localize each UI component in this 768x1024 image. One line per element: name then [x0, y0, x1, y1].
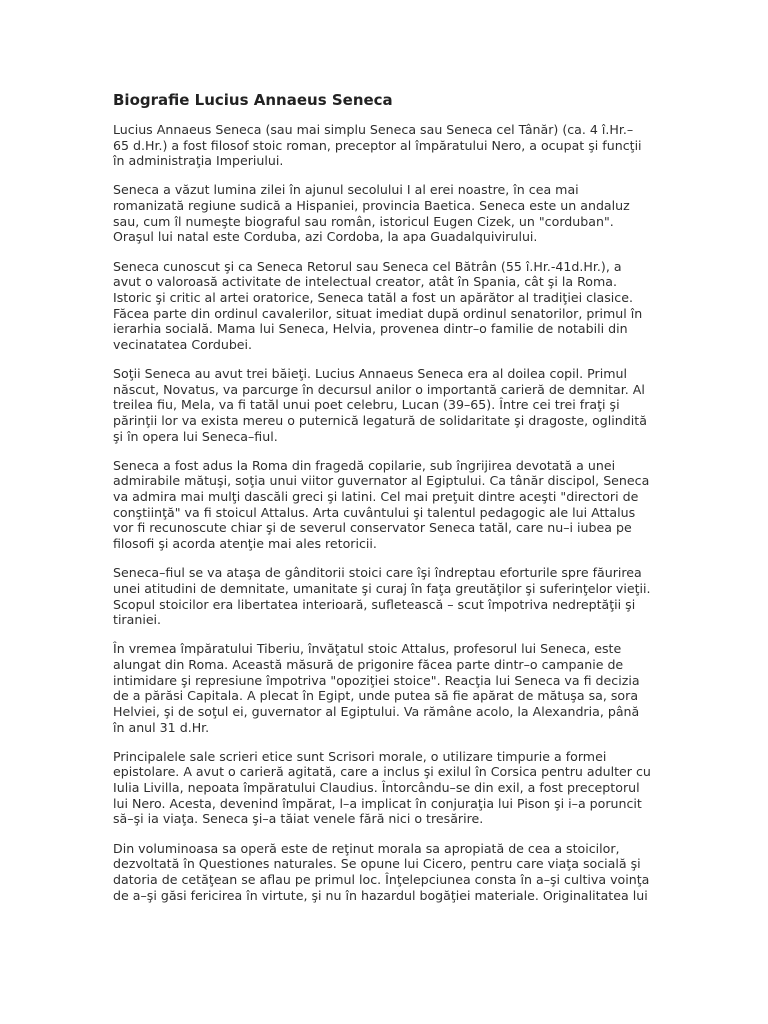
text-line: tiraniei.: [113, 612, 162, 628]
paragraph: [113, 366, 733, 444]
document: [113, 91, 733, 917]
text-line: Seneca–fiul se va ataşa de gânditorii stoici care îşi îndreptau eforturile spre făurirea: [113, 565, 642, 581]
paragraph: [113, 749, 733, 827]
paragraph: [113, 122, 733, 169]
text-line: şi în opera lui Seneca–fiul.: [113, 428, 278, 444]
text-line: Seneca a fost adus la Roma din fragedă copilarie, sub îngrijirea devotată a unei: [113, 457, 616, 473]
text-line: Iulia Livilla, nepoata împăratului Claudius. Întorcându–se din exil, a fost preceptorul: [113, 780, 640, 796]
document-title: Biografie Lucius Annaeus Seneca: [113, 91, 393, 109]
text-line: Lucius Annaeus Seneca (sau mai simplu Seneca sau Seneca cel Tânăr) (ca. 4 î.Hr.–: [113, 122, 634, 137]
text-line: romanizată regiune sudică a Hispaniei, provincia Baetica. Seneca este un andaluz: [113, 198, 630, 214]
text-line: Istoric şi critic al artei oratorice, Seneca tatăl a fost un apărător al tradiţiei clasice.: [113, 289, 633, 305]
text-line: ierarhia socială. Mama lui Seneca, Helvia, provenea dintr–o familie de notabili din: [113, 321, 628, 337]
text-line: vecinatatea Cordubei.: [113, 336, 253, 352]
text-line: lui Nero. Acesta, devenind împărat, l–a implicat în conjuraţia lui Pison şi i–a poruncit: [113, 795, 642, 811]
paragraph: [113, 182, 733, 245]
text-line: Scopul stoicilor era libertatea interioară, sufletească – scut împotriva nedreptăţii şi: [113, 596, 636, 612]
text-line: vor fi recunoscute chiar şi de severul conservator Seneca tatăl, care nu–i iubea pe: [113, 520, 632, 536]
text-line: dezvoltată în Questiones naturales. Se opune lui Cicero, pentru care viaţa socială şi: [113, 856, 641, 872]
text-line: datoria de cetăţean se aflau pe primul loc. Înţelepciunea consta în a–şi cultiva voinţa: [113, 871, 650, 887]
text-line: avut o valoroasă activitate de intelectual creator, atât în Spania, cât şi la Roma.: [113, 274, 617, 290]
text-line: în anul 31 d.Hr.: [113, 719, 210, 735]
text-line: va admira mai mulţi dascăli greci şi latini. Cel mai preţuit dintre aceşti "directori de: [113, 489, 639, 505]
paragraph: [113, 641, 733, 735]
text-line: Helviei, şi de soţul ei, guvernator al Egiptului. Va rămâne acolo, la Alexandria, până: [113, 704, 640, 719]
text-line: părinţii lor va exista mereu o puternică legatură de solidaritate şi dragoste, oglindită: [113, 413, 647, 428]
text-line: Oraşul lui natal este Corduba, azi Cordoba, la apa Guadalquivirului.: [113, 229, 538, 245]
text-line: de a părăsi Capitala. A plecat în Egipt, unde putea să fie apărat de mătuşa sa, sora: [113, 688, 639, 704]
text-line: Principalele sale scrieri etice sunt Scrisori morale, o utilizare timpurie a formei: [113, 748, 607, 764]
text-line: conştiinţă" va fi stoicul Attalus. Arta cuvântului şi talentul pedagogic ale lui Attalus: [113, 504, 636, 520]
paragraph: [113, 458, 733, 552]
paragraph: [113, 259, 733, 353]
text-line: Seneca cunoscut şi ca Seneca Retorul sau Seneca cel Bătrân (55 î.Hr.-41d.Hr.), a: [113, 258, 622, 274]
text-line: sau, cum îl numeşte biograful sau român, istoricul Eugen Cizek, un "corduban".: [113, 213, 614, 229]
text-line: 65 d.Hr.) a fost filosof stoic roman, preceptor al împăratului Nero, a ocupat şi funcţii: [113, 137, 642, 153]
text-line: în administraţia Imperiului.: [113, 153, 284, 169]
text-line: Din voluminoasa sa operă este de reţinut morala sa apropiată de cea a stoicilor,: [113, 840, 620, 856]
text-line: În vremea împăratului Tiberiu, învăţatul stoic Attalus, profesorul lui Seneca, este: [113, 641, 622, 657]
text-line: epistolare. A avut o carieră agitată, care a inclus şi exilul în Corsica pentru adulter cu: [113, 764, 651, 780]
text-line: treilea fiu, Mela, va fi tatăl unui poet celebru, Lucan (39–65). Între cei trei fraţi şi: [113, 397, 620, 413]
text-line: filosofi şi acorda atenţie mai ales retoricii.: [113, 536, 377, 552]
text-line: admirabile mătuşi, soţia unui viitor guvernator al Egiptului. Ca tânăr discipol, Seneca: [113, 473, 650, 489]
text-line: Seneca a văzut lumina zilei în ajunul secolului I al erei noastre, în cea mai: [113, 182, 579, 198]
text-line: născut, Novatus, va parcurge în decursul anilor o importantă carieră de demnitar. Al: [113, 381, 645, 397]
text-line: alungat din Roma. Această măsură de prigonire făcea parte dintr–o campanie de: [113, 657, 624, 673]
paragraph: [113, 841, 733, 904]
text-line: Soţii Seneca au avut trei băieţi. Lucius Annaeus Seneca era al doilea copil. Primul: [113, 366, 627, 382]
paragraph: [113, 565, 733, 628]
text-line: Făcea parte din ordinul cavalerilor, situat imediat după ordinul senatorilor, primul în: [113, 305, 643, 321]
text-line: intimidare şi represiune împotriva "opoziţiei stoice". Reacţia lui Seneca va fi decizia: [113, 672, 640, 688]
text-line: să–şi ia viaţa. Seneca şi–a tăiat venele fără nici o tresărire.: [113, 811, 484, 827]
document-body: [113, 122, 733, 903]
text-line: de a–şi găsi fericirea în virtute, şi nu în hazardul bogăţiei materiale. Originalitatea lui: [113, 887, 648, 903]
text-line: unei atitudini de demnitate, umanitate şi curaj în faţa greutăţilor şi suferinţelor vieţii.: [113, 580, 651, 596]
